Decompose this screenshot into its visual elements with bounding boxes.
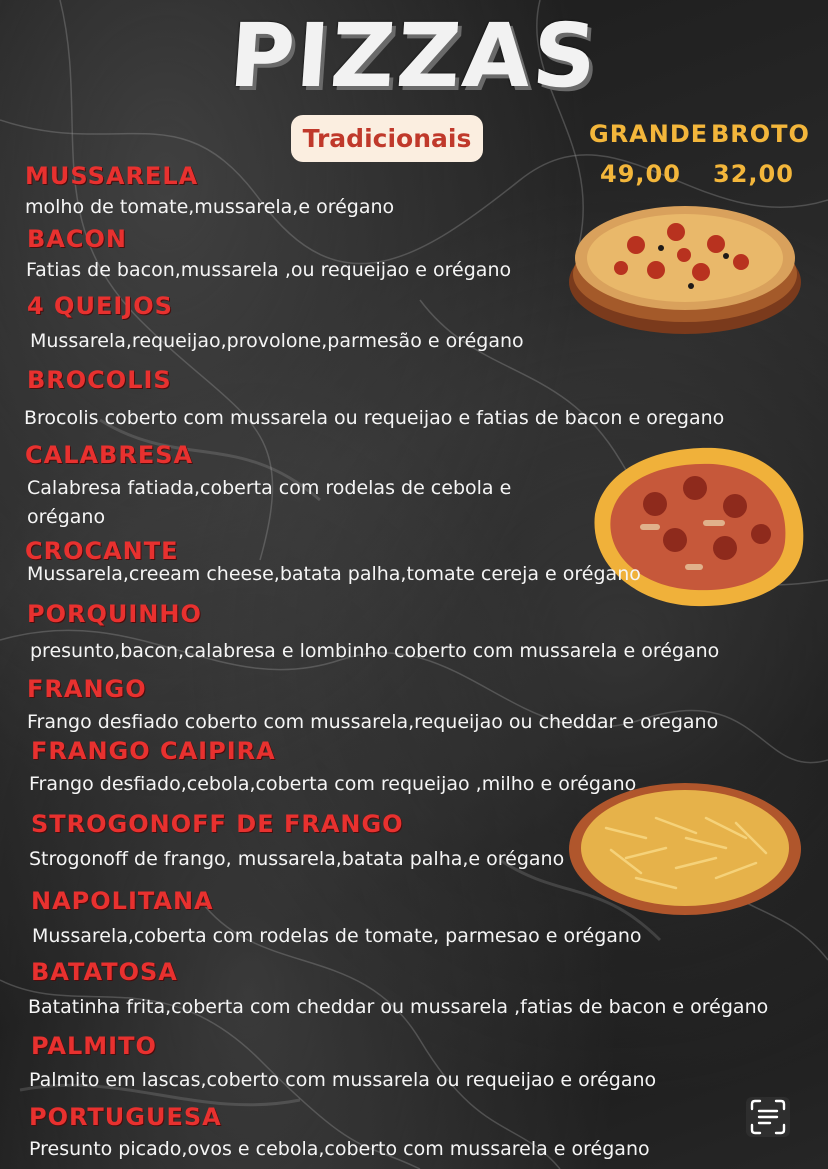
menu-item-desc: Mussarela,coberta com rodelas de tomate, parmesao e orégano	[32, 925, 642, 947]
price-label-grande: GRANDE	[589, 120, 709, 148]
menu-item-desc: Strogonoff de frango, mussarela,batata palha,e orégano	[29, 848, 565, 870]
menu-item-name: FRANGO CAIPIRA	[31, 737, 276, 765]
menu-item-desc: Frango desfiado,cebola,coberta com requeijao ,milho e orégano	[29, 773, 637, 795]
menu-item-desc: Presunto picado,ovos e cebola,coberto com mussarela e orégano	[29, 1138, 650, 1160]
menu-item-name: CROCANTE	[25, 537, 179, 565]
menu-item-name: MUSSARELA	[25, 162, 199, 190]
page-title: PIZZAS	[226, 4, 602, 107]
menu-item-desc: Mussarela,requeijao,provolone,parmesão e orégano	[30, 330, 524, 352]
menu-item-desc: molho de tomate,mussarela,e orégano	[25, 196, 395, 218]
menu-item-name: PORQUINHO	[27, 600, 202, 628]
menu-item-desc: Palmito em lascas,coberto com mussarela ou requeijao e orégano	[29, 1069, 657, 1091]
menu-item-name: PALMITO	[31, 1032, 157, 1060]
menu-item-name: PORTUGUESA	[29, 1103, 222, 1131]
menu-item-desc: Fatias de bacon,mussarela ,ou requeijao e orégano	[26, 259, 512, 281]
menu-item-desc: presunto,bacon,calabresa e lombinho coberto com mussarela e orégano	[30, 640, 720, 662]
menu-item-desc: Brocolis coberto com mussarela ou requeijao e fatias de bacon e oregano	[24, 407, 725, 429]
menu-item-name: 4 QUEIJOS	[27, 292, 173, 320]
menu-item-desc: Batatinha frita,coberta com cheddar ou mussarela ,fatias de bacon e orégano	[28, 996, 769, 1018]
menu-item-name: BATATOSA	[31, 958, 178, 986]
menu-item-name: BACON	[27, 225, 127, 253]
price-value-broto: 32,00	[713, 160, 794, 188]
menu-item-name: STROGONOFF DE FRANGO	[31, 810, 404, 838]
menu-item-name: NAPOLITANA	[31, 887, 214, 915]
menu-item-desc: orégano	[27, 506, 106, 528]
scan-text-icon	[746, 1097, 790, 1137]
menu-item-desc: Mussarela,creeam cheese,batata palha,tomate cereja e orégano	[27, 563, 641, 585]
menu-item-name: BROCOLIS	[27, 366, 172, 394]
category-badge: Tradicionais	[291, 115, 483, 162]
scan-text-button[interactable]	[746, 1097, 790, 1137]
pizza-pepperoni-image	[566, 200, 804, 338]
menu-item-desc: Calabresa fatiada,coberta com rodelas de cebola e	[27, 477, 512, 499]
menu-item-desc: Frango desfiado coberto com mussarela,requeijao ou cheddar e oregano	[27, 711, 719, 733]
menu-item-name: FRANGO	[27, 675, 147, 703]
price-label-broto: BROTO	[711, 120, 810, 148]
menu-item-name: CALABRESA	[25, 441, 194, 469]
pizza-batata-palha-image	[566, 778, 804, 920]
price-value-grande: 49,00	[600, 160, 681, 188]
